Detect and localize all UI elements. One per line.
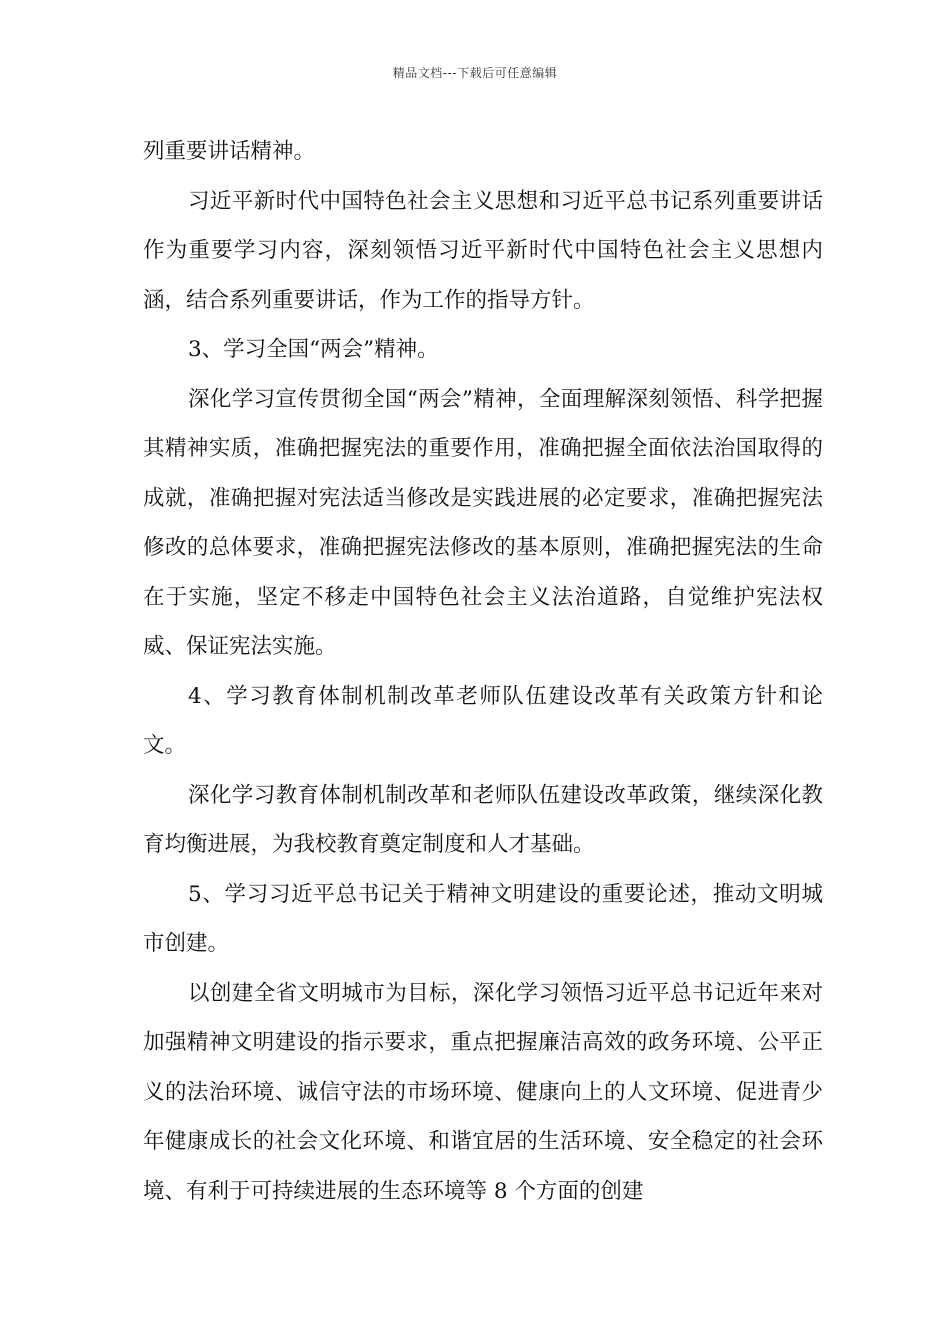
section-heading: 4、学习教育体制机制改革老师队伍建设改革有关政策方针和论文。 <box>143 683 823 758</box>
page-header: 精品文档---下载后可任意编辑 <box>392 66 558 80</box>
paragraph: 深化学习宣传贯彻全国“两会”精神，全面理解深刻领悟、科学把握其精神实质，准确把握宪法的重要作用，准确把握全面依法治国取得的成就，准确把握对宪法适当修改是实践进展的必定要求，准确把握宪法修改的总体要求，准确把握宪法修改的基本原则，准确把握宪法的生命在于实施，坚定不移走中国特色社会主义法治道路，自觉维护宪法权威、保证宪法实施。 <box>143 386 823 659</box>
section-heading: 5、学习习近平总书记关于精神文明建设的重要论述，推动文明城市创建。 <box>143 881 823 956</box>
paragraph: 深化学习教育体制机制改革和老师队伍建设改革政策，继续深化教育均衡进展，为我校教育奠定制度和人才基础。 <box>143 782 823 857</box>
paragraph: 习近平新时代中国特色社会主义思想和习近平总书记系列重要讲话作为重要学习内容，深刻领悟习近平新时代中国特色社会主义思想内涵，结合系列重要讲话，作为工作的指导方针。 <box>143 188 823 313</box>
document-body <box>143 127 823 1216</box>
paragraph: 列重要讲话精神。 <box>143 139 316 164</box>
section-heading: 3、学习全国“两会”精神。 <box>188 337 439 362</box>
paragraph: 以创建全省文明城市为目标，深化学习领悟习近平总书记近年来对加强精神文明建设的指示要求，重点把握廉洁高效的政务环境、公平正义的法治环境、诚信守法的市场环境、健康向上的人文环境、促进青少年健康成长的社会文化环境、和谐宜居的生活环境、安全稳定的社会环境、有利于可持续进展的生态环境等 8 个方面的创建 <box>143 980 823 1204</box>
